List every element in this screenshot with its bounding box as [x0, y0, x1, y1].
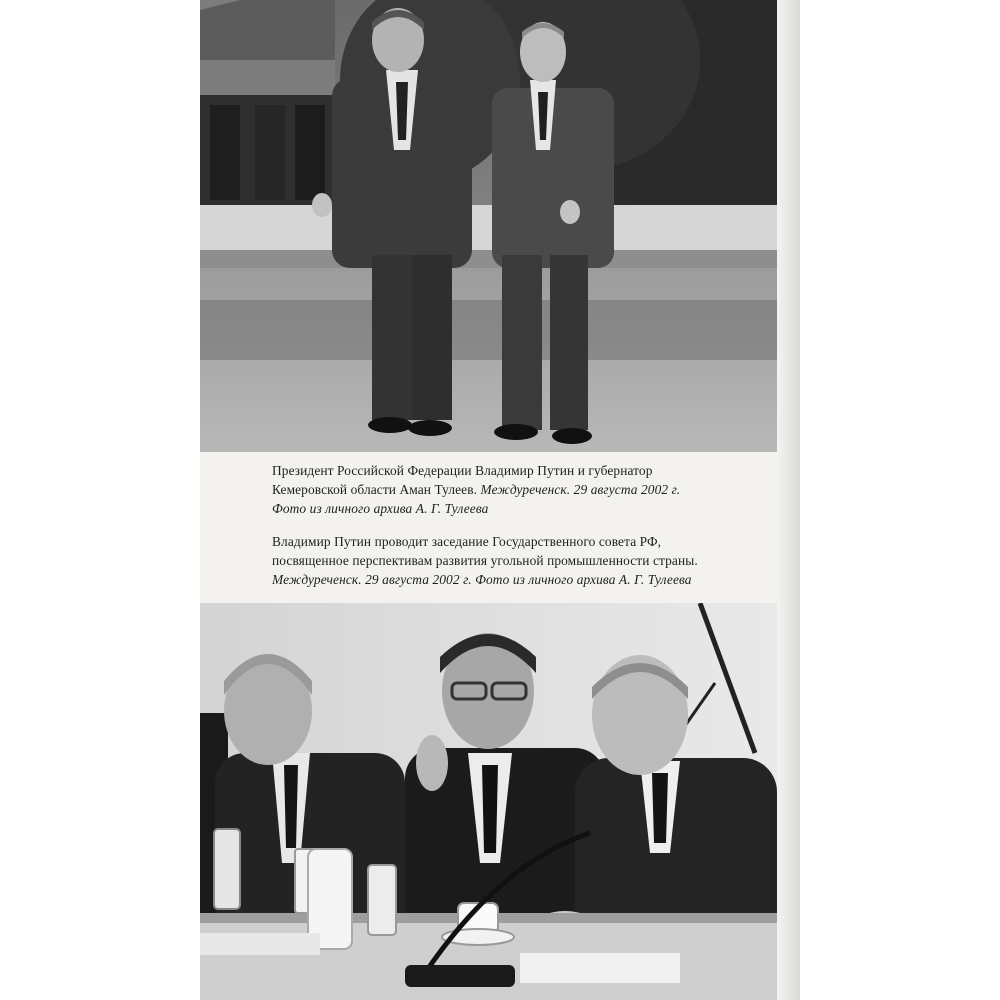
- caption-photo-credit: Фото из личного архива А. Г. Тулеева: [272, 500, 489, 516]
- book-page: [200, 0, 800, 1000]
- caption-text: Кемеровской области Аман Тулеев.: [272, 481, 478, 497]
- caption-place-date-credit: Междуреченск. 29 августа 2002 г. Фото из личного архива А. Г. Тулеева: [272, 571, 692, 587]
- caption-line: Владимир Путин проводит заседание Государственного совета РФ,: [272, 534, 662, 549]
- caption-line: посвященное перспективам развития угольной промышленности страны.: [272, 552, 698, 568]
- caption-line: [272, 481, 777, 500]
- caption-line: Президент Российской Федерации Владимир Путин и губернатор: [272, 463, 653, 478]
- caption-place-date: Междуреченск. 29 августа 2002 г.: [480, 481, 681, 497]
- bottom-photo: [200, 603, 777, 1000]
- caption-bottom-photo: [272, 533, 777, 589]
- caption-line: [272, 571, 777, 590]
- spine-shadow: [778, 0, 800, 1000]
- walking-scene-image: [200, 0, 777, 452]
- top-photo: [200, 0, 777, 452]
- caption-line: [272, 500, 777, 519]
- meeting-scene-image: [200, 603, 777, 1000]
- captions-block: [200, 452, 777, 603]
- caption-top-photo: [272, 462, 777, 518]
